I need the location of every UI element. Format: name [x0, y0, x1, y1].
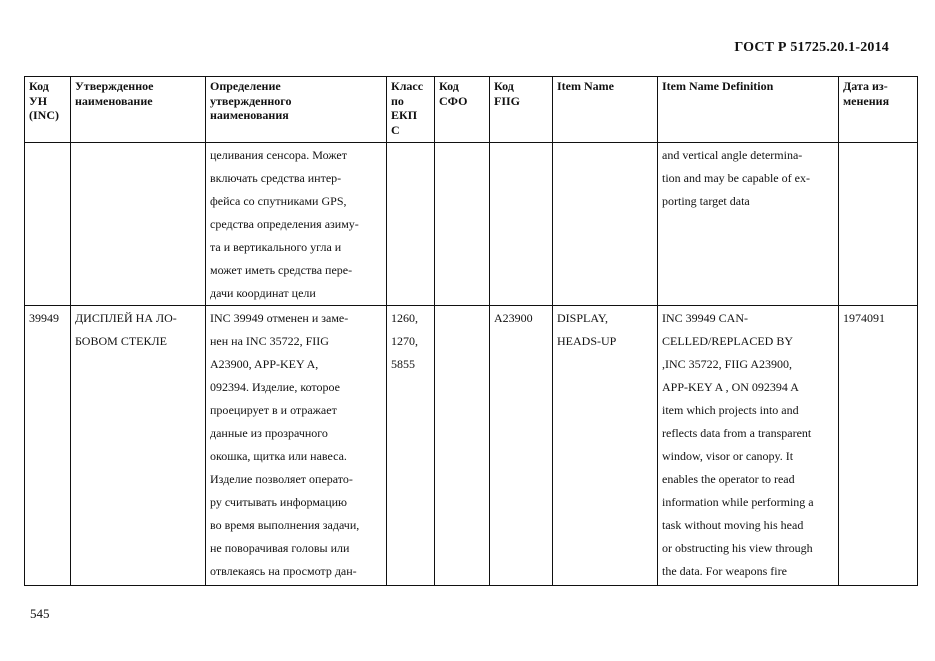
cell-class [387, 143, 435, 306]
header-line: Определение [210, 79, 281, 93]
table-header-row [25, 77, 918, 143]
standard-designation: ГОСТ Р 51725.20.1-2014 [734, 40, 889, 55]
header-line: Item Name [557, 79, 614, 93]
header-line: С [391, 122, 400, 137]
cell-line: 1270, [391, 334, 418, 348]
cell-line: the data. For weapons fire [662, 564, 787, 578]
cell-line: reflects data from a transparent [662, 426, 812, 440]
cell-line: нен на INC 35722, FIIG [210, 334, 329, 348]
cell-line: дачи координат цели [210, 286, 316, 300]
cell-line: включать средства интер- [210, 171, 342, 185]
header-line: Код [439, 79, 459, 93]
col-date-header [839, 77, 918, 143]
cell-line: данные из прозрачного [210, 426, 328, 440]
cell-name [71, 143, 206, 306]
cell-line: enables the operator to read [662, 472, 795, 486]
header-line: Item Name Definition [662, 79, 774, 93]
cell-fiig [490, 143, 553, 306]
cell-item-name [553, 143, 658, 306]
cell-line: task without moving his head [662, 518, 804, 532]
cell-line: porting target data [662, 194, 750, 208]
cell-definition [206, 306, 387, 586]
cell-line: не поворачивая головы или [210, 541, 350, 555]
cell-line: БОВОМ СТЕКЛЕ [75, 334, 167, 348]
col-definition-header [206, 77, 387, 143]
cell-line: ру считывать информацию [210, 495, 348, 509]
cell-line: window, visor or canopy. It [662, 449, 794, 463]
col-sfo-header [435, 77, 490, 143]
header-line: СФО [439, 93, 468, 108]
cell-inc [25, 306, 71, 586]
header-line: Утвержденное [75, 79, 154, 93]
cell-item-definition [658, 143, 839, 306]
cell-class [387, 306, 435, 586]
cell-line: та и вертикального угла и [210, 240, 342, 254]
header-line: Код [29, 79, 49, 93]
cell-line: INC 39949 CAN- [662, 311, 748, 325]
cell-sfo [435, 306, 490, 586]
cell-line: 1974091 [843, 311, 885, 325]
cell-line: фейса со спутниками GPS, [210, 194, 347, 208]
cell-item-definition [658, 306, 839, 586]
cell-line: INC 39949 отменен и заме- [210, 311, 349, 325]
cell-line: средства определения азиму- [210, 217, 359, 231]
header-line: FIIG [494, 93, 521, 108]
cell-line: ДИСПЛЕЙ НА ЛО- [75, 311, 177, 325]
cell-line: может иметь средства пере- [210, 263, 353, 277]
cell-inc [25, 143, 71, 306]
header-line: (INC) [29, 108, 59, 122]
cell-sfo [435, 143, 490, 306]
header-line: по [391, 93, 404, 108]
cell-definition [206, 143, 387, 306]
cell-line: A23900 [494, 311, 533, 325]
header-line: менения [843, 93, 890, 108]
cell-fiig [490, 306, 553, 586]
col-item-name-header [553, 77, 658, 143]
col-name-header [71, 77, 206, 143]
header-line: наименование [75, 93, 153, 108]
col-item-definition-header [658, 77, 839, 143]
cell-date [839, 143, 918, 306]
cell-line: проецирует в и отражает [210, 403, 337, 417]
cell-date [839, 306, 918, 586]
cell-line: DISPLAY, [557, 311, 609, 325]
cell-line: ,INC 35722, FIIG A23900, [662, 357, 793, 371]
header-line: ЕКП [391, 108, 418, 122]
cell-line: and vertical angle determina- [662, 148, 803, 162]
col-class-header [387, 77, 435, 143]
header-line: Класс [391, 79, 424, 93]
table-row [25, 306, 918, 586]
header-line: наименования [210, 108, 289, 122]
header-line: УН [29, 93, 48, 108]
col-fiig-header [490, 77, 553, 143]
cell-line: CELLED/REPLACED BY [662, 334, 793, 348]
cell-line: Изделие позволяет операто- [210, 472, 353, 486]
cell-line: 39949 [29, 311, 59, 325]
cell-line: HEADS-UP [557, 334, 617, 348]
cell-line: отвлекаясь на просмотр дан- [210, 564, 357, 578]
cell-line: or obstructing his view through [662, 541, 813, 555]
cell-item-name [553, 306, 658, 586]
cell-line: information while performing a [662, 495, 814, 509]
cell-line: целивания сенсора. Может [210, 148, 348, 162]
table-row [25, 143, 918, 306]
cell-line: item which projects into and [662, 403, 799, 417]
col-inc-header [25, 77, 71, 143]
classification-table [24, 76, 918, 586]
header-line: Дата из- [843, 79, 888, 93]
cell-line: 1260, [391, 311, 418, 325]
cell-line: во время выполнения задачи, [210, 518, 360, 532]
cell-line: A23900, APP-KEY A, [210, 357, 319, 371]
cell-line: tion and may be capable of ex- [662, 171, 810, 185]
header-line: Код [494, 79, 514, 93]
cell-line: окошка, щитка или навеса. [210, 449, 347, 463]
page-number: 545 [30, 606, 50, 621]
cell-line: 5855 [391, 357, 415, 371]
cell-line: 092394. Изделие, которое [210, 380, 340, 394]
cell-line: APP-KEY A , ON 092394 A [662, 380, 799, 394]
cell-name [71, 306, 206, 586]
header-line: утвержденного [210, 93, 292, 108]
